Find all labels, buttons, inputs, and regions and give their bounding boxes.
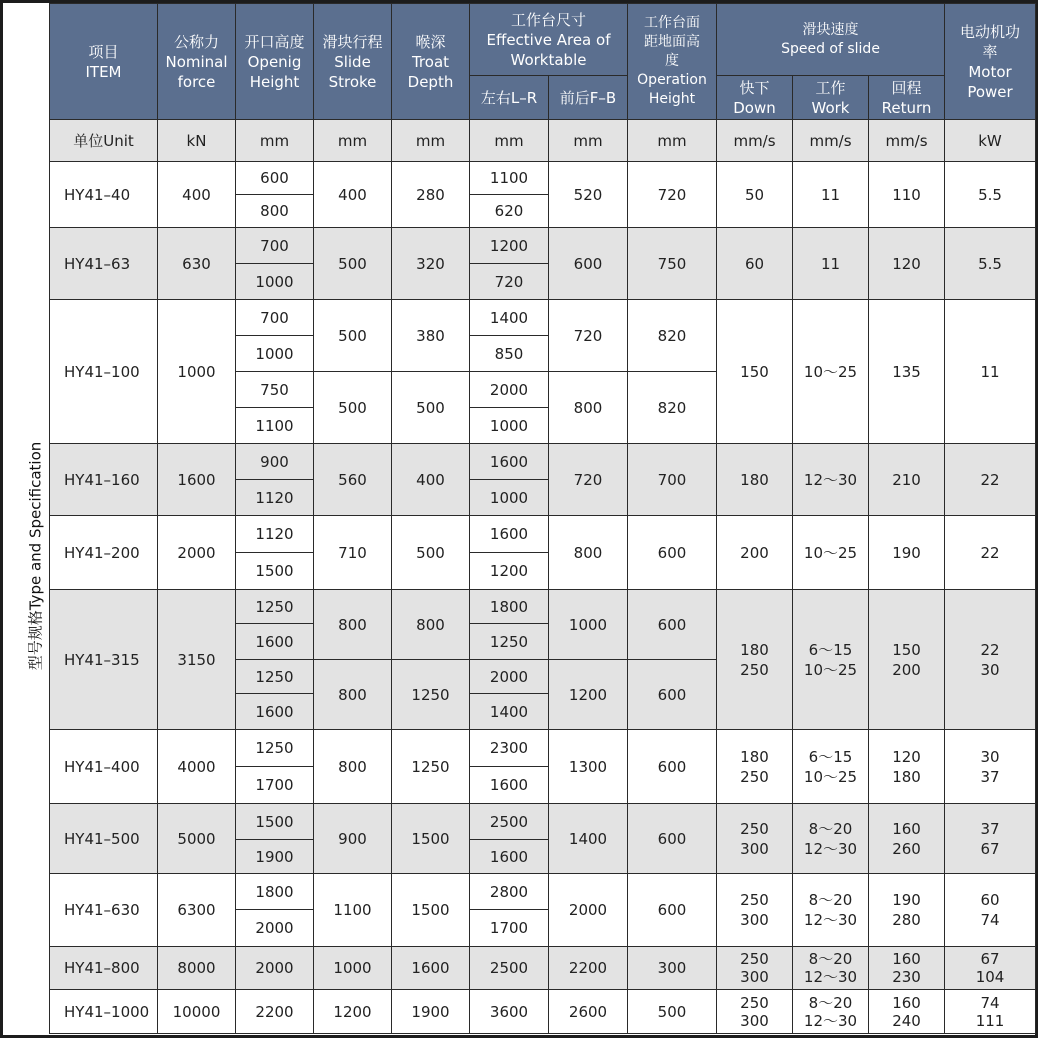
unit-cell: mm — [314, 120, 392, 162]
lr-cell: 850 — [470, 336, 549, 372]
fb-cell: 1000 — [549, 590, 628, 660]
lr-cell: 720 — [470, 264, 549, 300]
lr-cell: 2300 — [470, 730, 549, 767]
fb-cell: 800 — [549, 516, 628, 590]
model-cell: HY41–800 — [50, 947, 158, 990]
op-height-cell: 600 — [628, 660, 717, 730]
table-row — [50, 162, 1036, 195]
header-speed-return: 回程 Return — [869, 76, 945, 120]
open-height-cell: 1120 — [236, 516, 314, 553]
header-speed-work: 工作 Work — [793, 76, 869, 120]
table-row — [50, 804, 1036, 840]
speed-work-cell: 8～20 12～30 — [793, 947, 869, 990]
table-row — [50, 874, 1036, 910]
stroke-cell: 1200 — [314, 990, 392, 1034]
stroke-cell: 560 — [314, 444, 392, 516]
open-height-cell: 2000 — [236, 910, 314, 947]
header-item: 项目 ITEM — [50, 4, 158, 120]
lr-cell: 620 — [470, 195, 549, 228]
op-height-cell: 600 — [628, 516, 717, 590]
stroke-cell: 800 — [314, 660, 392, 730]
lr-cell: 1600 — [470, 840, 549, 874]
table-row — [50, 990, 1036, 1034]
open-height-cell: 1120 — [236, 480, 314, 516]
table-row — [50, 590, 1036, 624]
motor-cell: 22 — [945, 516, 1036, 590]
throat-cell: 1250 — [392, 730, 470, 804]
header-throat-depth: 喉深 Troat Depth — [392, 4, 470, 120]
motor-cell: 11 — [945, 300, 1036, 444]
fb-cell: 720 — [549, 444, 628, 516]
model-cell: HY41–400 — [50, 730, 158, 804]
unit-cell: mm — [392, 120, 470, 162]
side-title: 型号规格Type and Specification — [26, 441, 45, 671]
op-height-cell: 600 — [628, 730, 717, 804]
force-cell: 2000 — [158, 516, 236, 590]
unit-cell: kW — [945, 120, 1036, 162]
stroke-cell: 500 — [314, 228, 392, 300]
speed-down-cell: 180 250 — [717, 590, 793, 730]
stroke-cell: 800 — [314, 730, 392, 804]
speed-return-cell: 120 180 — [869, 730, 945, 804]
open-height-cell: 1250 — [236, 730, 314, 767]
open-height-cell: 1900 — [236, 840, 314, 874]
header-nominal-force: 公称力 Nominal force — [158, 4, 236, 120]
lr-cell: 2500 — [470, 804, 549, 840]
unit-cell: mm — [628, 120, 717, 162]
speed-return-cell: 110 — [869, 162, 945, 228]
header-speed-down: 快下 Down — [717, 76, 793, 120]
speed-down-cell: 180 — [717, 444, 793, 516]
open-height-cell: 700 — [236, 228, 314, 264]
header-operation-height: 工作台面 距地面高 度 Operation Height — [628, 4, 717, 120]
op-height-cell: 820 — [628, 300, 717, 372]
throat-cell: 320 — [392, 228, 470, 300]
lr-cell: 1600 — [470, 767, 549, 804]
open-height-cell: 1000 — [236, 264, 314, 300]
unit-cell: mm — [470, 120, 549, 162]
speed-return-cell: 190 — [869, 516, 945, 590]
model-cell: HY41–1000 — [50, 990, 158, 1034]
open-height-cell: 1100 — [236, 408, 314, 444]
model-cell: HY41–500 — [50, 804, 158, 874]
unit-cell: 单位Unit — [50, 120, 158, 162]
throat-cell: 1250 — [392, 660, 470, 730]
speed-return-cell: 160 260 — [869, 804, 945, 874]
header-front-back: 前后F–B — [549, 76, 628, 120]
unit-cell: mm/s — [793, 120, 869, 162]
speed-down-cell: 180 250 — [717, 730, 793, 804]
header-slide-speed: 滑块速度 Speed of slide — [717, 4, 945, 76]
table-row — [50, 516, 1036, 553]
throat-cell: 1900 — [392, 990, 470, 1034]
unit-cell: mm — [236, 120, 314, 162]
open-height-cell: 1500 — [236, 553, 314, 590]
open-height-cell: 1500 — [236, 804, 314, 840]
stroke-cell: 710 — [314, 516, 392, 590]
open-height-cell: 900 — [236, 444, 314, 480]
unit-cell: mm/s — [869, 120, 945, 162]
units-row — [50, 120, 1036, 162]
open-height-cell: 800 — [236, 195, 314, 228]
stroke-cell: 1100 — [314, 874, 392, 947]
spec-table — [49, 3, 1036, 1034]
fb-cell: 1200 — [549, 660, 628, 730]
fb-cell: 2600 — [549, 990, 628, 1034]
speed-down-cell: 60 — [717, 228, 793, 300]
speed-down-cell: 150 — [717, 300, 793, 444]
speed-down-cell: 50 — [717, 162, 793, 228]
open-height-cell: 1600 — [236, 694, 314, 730]
op-height-cell: 600 — [628, 590, 717, 660]
motor-cell: 22 30 — [945, 590, 1036, 730]
fb-cell: 720 — [549, 300, 628, 372]
speed-return-cell: 160 230 — [869, 947, 945, 990]
lr-cell: 1600 — [470, 516, 549, 553]
motor-cell: 67 104 — [945, 947, 1036, 990]
force-cell: 5000 — [158, 804, 236, 874]
lr-cell: 1800 — [470, 590, 549, 624]
op-height-cell: 600 — [628, 804, 717, 874]
speed-work-cell: 11 — [793, 162, 869, 228]
lr-cell: 1600 — [470, 444, 549, 480]
speed-work-cell: 8～20 12～30 — [793, 804, 869, 874]
force-cell: 1000 — [158, 300, 236, 444]
speed-work-cell: 8～20 12～30 — [793, 990, 869, 1034]
speed-work-cell: 8～20 12～30 — [793, 874, 869, 947]
force-cell: 6300 — [158, 874, 236, 947]
speed-return-cell: 160 240 — [869, 990, 945, 1034]
fb-cell: 1300 — [549, 730, 628, 804]
model-cell: HY41–63 — [50, 228, 158, 300]
model-cell: HY41–200 — [50, 516, 158, 590]
motor-cell: 30 37 — [945, 730, 1036, 804]
stroke-cell: 1000 — [314, 947, 392, 990]
speed-work-cell: 10～25 — [793, 300, 869, 444]
motor-cell: 5.5 — [945, 162, 1036, 228]
motor-cell: 60 74 — [945, 874, 1036, 947]
unit-cell: mm/s — [717, 120, 793, 162]
speed-down-cell: 250 300 — [717, 874, 793, 947]
speed-work-cell: 6～15 10～25 — [793, 590, 869, 730]
op-height-cell: 820 — [628, 372, 717, 444]
fb-cell: 600 — [549, 228, 628, 300]
speed-down-cell: 250 300 — [717, 990, 793, 1034]
stroke-cell: 400 — [314, 162, 392, 228]
model-cell: HY41–160 — [50, 444, 158, 516]
fb-cell: 520 — [549, 162, 628, 228]
table-row — [50, 300, 1036, 336]
model-cell: HY41–630 — [50, 874, 158, 947]
open-height-cell: 1000 — [236, 336, 314, 372]
op-height-cell: 750 — [628, 228, 717, 300]
stroke-cell: 800 — [314, 590, 392, 660]
op-height-cell: 700 — [628, 444, 717, 516]
motor-cell: 74 111 — [945, 990, 1036, 1034]
open-height-cell: 1250 — [236, 660, 314, 694]
open-height-cell: 1250 — [236, 590, 314, 624]
open-height-cell: 1800 — [236, 874, 314, 910]
motor-cell: 37 67 — [945, 804, 1036, 874]
speed-down-cell: 250 300 — [717, 804, 793, 874]
throat-cell: 400 — [392, 444, 470, 516]
model-cell: HY41–315 — [50, 590, 158, 730]
speed-return-cell: 135 — [869, 300, 945, 444]
lr-cell: 1000 — [470, 408, 549, 444]
force-cell: 8000 — [158, 947, 236, 990]
throat-cell: 1600 — [392, 947, 470, 990]
op-height-cell: 300 — [628, 947, 717, 990]
motor-cell: 5.5 — [945, 228, 1036, 300]
side-panel — [3, 3, 49, 1035]
header-opening-height: 开口高度 Openig Height — [236, 4, 314, 120]
motor-cell: 22 — [945, 444, 1036, 516]
lr-cell: 2800 — [470, 874, 549, 910]
speed-down-cell: 200 — [717, 516, 793, 590]
open-height-cell: 700 — [236, 300, 314, 336]
throat-cell: 1500 — [392, 804, 470, 874]
header-slide-stroke: 滑块行程 Slide Stroke — [314, 4, 392, 120]
table-row — [50, 730, 1036, 767]
stroke-cell: 500 — [314, 300, 392, 372]
speed-work-cell: 11 — [793, 228, 869, 300]
model-cell: HY41–40 — [50, 162, 158, 228]
force-cell: 630 — [158, 228, 236, 300]
open-height-cell: 2000 — [236, 947, 314, 990]
unit-cell: mm — [549, 120, 628, 162]
force-cell: 3150 — [158, 590, 236, 730]
force-cell: 10000 — [158, 990, 236, 1034]
open-height-cell: 1700 — [236, 767, 314, 804]
throat-cell: 280 — [392, 162, 470, 228]
table-row — [50, 444, 1036, 480]
unit-cell: kN — [158, 120, 236, 162]
open-height-cell: 750 — [236, 372, 314, 408]
speed-return-cell: 150 200 — [869, 590, 945, 730]
speed-work-cell: 6～15 10～25 — [793, 730, 869, 804]
lr-cell: 1100 — [470, 162, 549, 195]
open-height-cell: 600 — [236, 162, 314, 195]
speed-down-cell: 250 300 — [717, 947, 793, 990]
throat-cell: 800 — [392, 590, 470, 660]
lr-cell: 1250 — [470, 624, 549, 660]
force-cell: 4000 — [158, 730, 236, 804]
lr-cell: 2500 — [470, 947, 549, 990]
op-height-cell: 720 — [628, 162, 717, 228]
throat-cell: 380 — [392, 300, 470, 372]
lr-cell: 1400 — [470, 300, 549, 336]
throat-cell: 500 — [392, 372, 470, 444]
fb-cell: 2000 — [549, 874, 628, 947]
force-cell: 1600 — [158, 444, 236, 516]
model-cell: HY41–100 — [50, 300, 158, 444]
open-height-cell: 1600 — [236, 624, 314, 660]
force-cell: 400 — [158, 162, 236, 228]
speed-return-cell: 120 — [869, 228, 945, 300]
table-row — [50, 947, 1036, 990]
speed-return-cell: 210 — [869, 444, 945, 516]
stroke-cell: 900 — [314, 804, 392, 874]
throat-cell: 1500 — [392, 874, 470, 947]
op-height-cell: 500 — [628, 990, 717, 1034]
lr-cell: 1000 — [470, 480, 549, 516]
header-left-right: 左右L–R — [470, 76, 549, 120]
op-height-cell: 600 — [628, 874, 717, 947]
throat-cell: 500 — [392, 516, 470, 590]
lr-cell: 3600 — [470, 990, 549, 1034]
stroke-cell: 500 — [314, 372, 392, 444]
lr-cell: 1700 — [470, 910, 549, 947]
fb-cell: 800 — [549, 372, 628, 444]
fb-cell: 1400 — [549, 804, 628, 874]
speed-work-cell: 12～30 — [793, 444, 869, 516]
header-worktable-area: 工作台尺寸 Effective Area of Worktable — [470, 4, 628, 76]
lr-cell: 2000 — [470, 372, 549, 408]
lr-cell: 1400 — [470, 694, 549, 730]
fb-cell: 2200 — [549, 947, 628, 990]
table-row — [50, 228, 1036, 264]
open-height-cell: 2200 — [236, 990, 314, 1034]
speed-return-cell: 190 280 — [869, 874, 945, 947]
header-motor-power: 电动机功 率 Motor Power — [945, 4, 1036, 120]
lr-cell: 2000 — [470, 660, 549, 694]
speed-work-cell: 10～25 — [793, 516, 869, 590]
lr-cell: 1200 — [470, 553, 549, 590]
lr-cell: 1200 — [470, 228, 549, 264]
